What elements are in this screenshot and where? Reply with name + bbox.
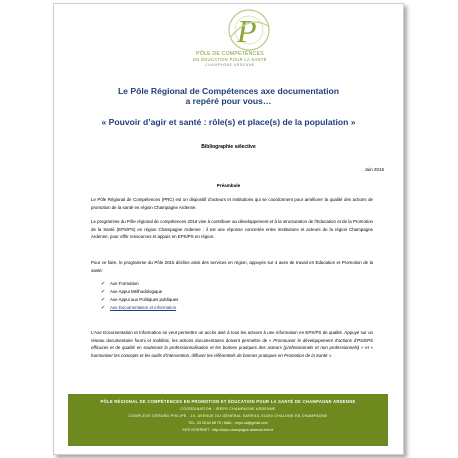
checkmark-icon: ✔: [101, 296, 106, 303]
svg-text:P: P: [237, 13, 257, 49]
footer-contact: TEL. 03 26 64 68 75 / MAIL : ireps.ca@gmail.com: [188, 421, 268, 425]
logo-region: CHAMPAGNE ARDENNE: [205, 63, 255, 67]
list-item: ✔ Axe Formation: [101, 280, 139, 287]
list-item: ✔ Axe Appui Méthodologique: [101, 288, 163, 295]
logo-name: PÔLE DE COMPÉTENCES: [196, 51, 264, 57]
paragraph-programme: Le programme du Pôle régional de compétences 2016 vise à contribuer au développement et à la structuration de l’Education et de la Promotion de la Santé (EPS/PS) en région Champagne Ardenne : il est une réponse concertée entre institutions et acteurs de la région Champagne Ardenne, pour offrir ressources et appuis en EPS/PS en région.: [91, 219, 373, 240]
list-item[interactable]: [101, 304, 301, 312]
logo-subtitle: EN ÉDUCATION POUR LA SANTÉ: [193, 57, 267, 62]
checkmark-icon: ✔: [101, 304, 106, 311]
page-title: [64, 86, 393, 106]
axes-list: [101, 280, 301, 312]
footer-title: PÔLE RÉGIONAL DE COMPÉTENCES EN PROMOTION ET ÉDUCATION POUR LA SANTÉ DE CHAMPAGNE ARDENNE: [100, 399, 356, 404]
title-line-1: Le Pôle Régional de Compétences axe documentation: [117, 86, 340, 96]
title-line-2: a repéré pour vous…: [185, 96, 272, 106]
footer-address: COMPLEXE GÉRARD PHILIPE - 19, AVENUE DU GÉNÉRAL SARRAIL 51000 CHALONS EN CHAMPAGNE: [128, 414, 328, 418]
checkmark-icon: ✔: [101, 288, 106, 295]
footer-coordination: COORDINATION : IREPS CHAMPAGNE ARDENNE: [180, 407, 276, 411]
preambule-heading: Préambule: [216, 183, 241, 188]
paragraph-documentation: L’Axe Documentation et Information se veut permettre un accès aisé à tous les acteurs à une information en EPS/PS de qualité. Appuyé sur un réseau documentaire fourni et mobilisé, les actions documentaires doivent permettre de « Promouvoir le développement d’actions d’PS/EPS efficaces et de qualité en soutenant la professionnalisation et les bonnes pratiques des acteurs (professionnels et non professionnels) » et « harmoniser les concepts et les outils d’intervention, diffuser les référentiels de bonnes pratiques en Promotion de la Santé ».: [91, 330, 373, 358]
document-page: [53, 3, 404, 455]
page-subtitle: « Pouvoir d’agir et santé : rôle(s) et place(s) de la population »: [101, 117, 356, 127]
paragraph-axes-intro: Pour ce faire, le programme du Pôle 2015 décline ainsi des services en région, appuyés sur 4 axes de travail en Education et Promotion de la santé:: [91, 260, 373, 273]
document-date: Juin 2016: [364, 167, 384, 172]
list-item: ✔ Axe Appui aux Politiques publiques: [101, 296, 179, 303]
axe-documentation-link[interactable]: Axe Documentation et information: [110, 305, 177, 310]
checkmark-icon: ✔: [101, 280, 106, 287]
footer-banner: [68, 394, 388, 446]
bibliography-label: Bibliographie sélective: [201, 144, 256, 150]
footer-website[interactable]: SITE INTERNET : http://ireps.champagne-ardenne.free.fr: [182, 428, 274, 432]
paragraph-intro: Le Pôle Régional de Compétences (PRC) est un dispositif d’acteurs et institutions qui se coordonnent pour améliorer la qualité des actions de promotion de la santé en région Champagne Ardenne.: [91, 197, 373, 210]
